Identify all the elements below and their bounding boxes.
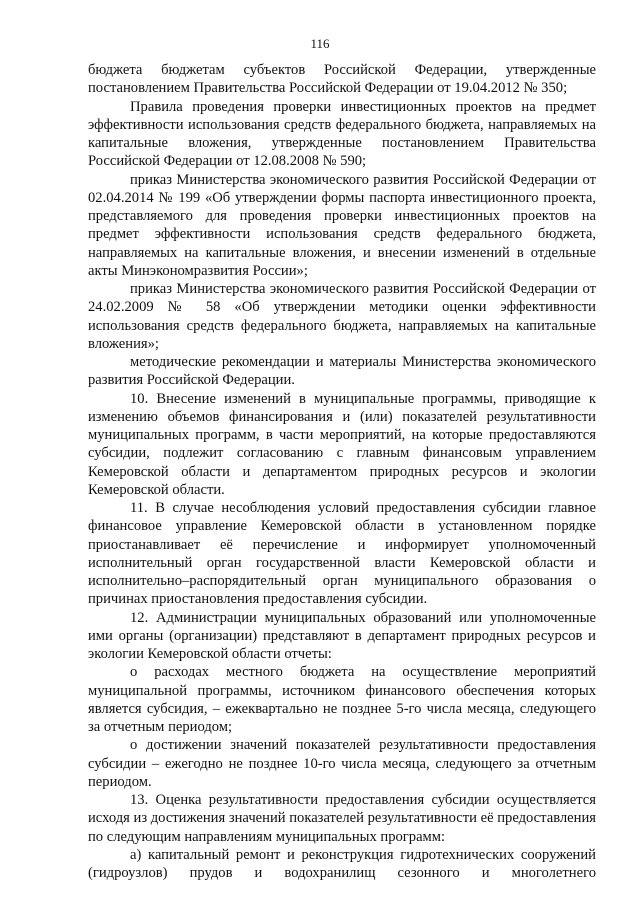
paragraph-item-13a: а) капитальный ремонт и реконструкция гидротехнических сооружений (гидроузлов) прудов и водохранилищ сезонного и многолетнего [88,846,596,881]
paragraph-report-expenses: о расходах местного бюджета на осуществление мероприятий муниципальной программы, источником финансового обеспечения которых является субсидия, – ежеквартально не позднее 5-го числа месяца, следующего за отчетным периодом; [88,664,596,735]
page-number: 116 [310,36,330,51]
paragraph-budget-transfers: бюджета бюджетам субъектов Российской Федерации, утвержденные постановлением Правительства Российской Федерации от 19.04.2012 № 350; [88,62,596,97]
document-body [88,61,596,882]
paragraph-report-indicators: о достижении значений показателей результативности предоставления субсидии – ежегодно не позднее 10-го числа месяца, следующего за отчетным периодом. [88,737,596,790]
paragraph-item-12: 12. Администрации муниципальных образований или уполномоченные ими органы (организации) представляют в департамент природных ресурсов и экологии Кемеровской области отчеты: [88,609,596,662]
paragraph-order-199: приказ Министерства экономического развития Российской Федерации от 02.04.2014 № 199 «Об утверждении формы паспорта инвестиционного проекта, представляемого для проведения проверки инвестиционных проектов на предмет эффективности использования средств федерального бюджета, направляемых на капитальные вложения, и внесении изменений в отдельные акты Минэкономразвития России»; [88,171,596,279]
paragraph-investment-rules: Правила проведения проверки инвестиционных проектов на предмет эффективности использования средств федерального бюджета, направляемых на капитальные вложения, утвержденные постановлением Правительства Российской Федерации от 12.08.2008 № 590; [88,98,596,170]
paragraph-item-10: 10. Внесение изменений в муниципальные программы, приводящие к изменению объемов финансирования и (или) показателей результативности муниципальных программ, в части мероприятий, на которые предоставляются субсидии, подлежит согласованию с главным финансовым управлением Кемеровской области и департаментом природных ресурсов и экологии Кемеровской области. [88,390,596,498]
paragraph-methodical-recommendations: методические рекомендации и материалы Министерства экономического развития Российской Федерации. [88,354,596,389]
paragraph-item-13: 13. Оценка результативности предоставления субсидии осуществляется исходя из достижения значений показателей результативности её предоставления по следующим направлениям муниципальных программ: [88,792,596,845]
paragraph-item-11: 11. В случае несоблюдения условий предоставления субсидии главное финансовое управление Кемеровской области в установленном порядке приостанавливает её перечисление и информирует уполномоченный исполнительный орган государственной власти Кемеровской области и исполнительно–распорядительный орган муниципального образования о причинах приостановления предоставления субсидии. [88,500,596,608]
paragraph-order-58: приказ Министерства экономического развития Российской Федерации от 24.02.2009 № 58 «Об утверждении методики оценки эффективности использования средств федерального бюджета, направляемых на капитальные вложения»; [88,281,596,352]
